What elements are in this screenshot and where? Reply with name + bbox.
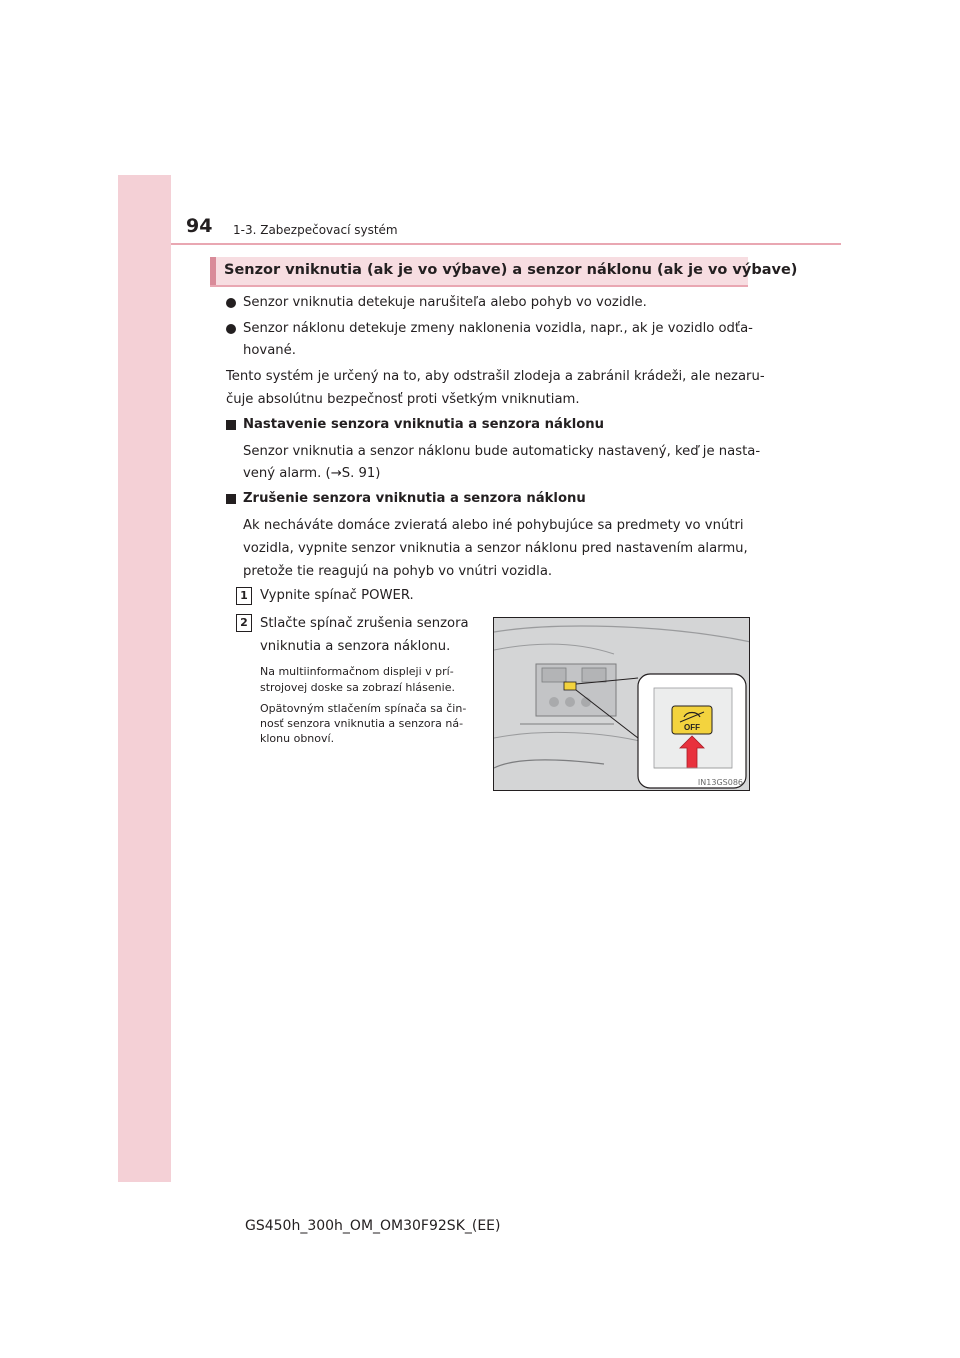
bullet-text-2-cont: hované. (243, 343, 296, 358)
section-title: Senzor vniknutia (ak je vo výbave) a senzor náklonu (ak je vo výbave) (224, 262, 798, 278)
note-line: nosť senzora vniknutia a senzora ná- (260, 717, 464, 730)
setting-line-1: Senzor vniknutia a senzor náklonu bude automaticky nastavený, keď je nasta- (243, 444, 761, 459)
note-line: klonu obnoví. (260, 732, 335, 745)
section-title-accent (210, 257, 216, 285)
page-number: 94 (186, 215, 213, 237)
cancel-line-2: vozidla, vypnite senzor vniknutia a senzor náklonu pred nastavením alarmu, (243, 541, 748, 556)
image-code: IN13GS086 (697, 778, 743, 787)
off-button-label: OFF (684, 723, 700, 732)
overhead-console-drawing (494, 618, 750, 791)
step-number-badge: 1 (236, 587, 252, 605)
subheading-cancel: Zrušenie senzora vniknutia a senzora náklonu (243, 491, 586, 506)
step-1-text: Vypnite spínač POWER. (260, 588, 414, 603)
subheading-setting: Nastavenie senzora vniknutia a senzora náklonu (243, 417, 605, 432)
side-color-band (118, 175, 171, 1182)
bullet-icon (226, 298, 236, 308)
setting-line-2: vený alarm. (→S. 91) (243, 466, 381, 481)
note-line: Na multiinformačnom displeji v prí- (260, 665, 454, 678)
note-line: Opätovným stlačením spínača sa čin- (260, 702, 467, 715)
bullet-icon (226, 324, 236, 334)
square-bullet-icon (226, 420, 236, 430)
step-2-text-1: Stlačte spínač zrušenia senzora (260, 616, 469, 631)
chapter-title: 1-3. Zabezpečovací systém (233, 223, 398, 237)
step-2-text-2: vniknutia a senzora náklonu. (260, 639, 451, 654)
note-line: strojovej doske sa zobrazí hlásenie. (260, 681, 455, 694)
sensor-switch-illustration (493, 617, 750, 791)
header-divider (171, 243, 841, 245)
sensor-switch-marker (564, 682, 576, 690)
intro-line-2: čuje absolútnu bezpečnosť proti všetkým vniknutiam. (226, 392, 580, 407)
cancel-line-3: pretože tie reagujú na pohyb vo vnútri vozidla. (243, 564, 553, 579)
section-title-box (210, 257, 798, 287)
document-code: GS450h_300h_OM_OM30F92SK_(EE) (245, 1218, 501, 1234)
step-number-badge: 2 (236, 614, 252, 632)
square-bullet-icon (226, 494, 236, 504)
bullet-text-2: Senzor náklonu detekuje zmeny naklonenia vozidla, napr., ak je vozidlo odťa- (243, 321, 753, 336)
bullet-text-1: Senzor vniknutia detekuje narušiteľa alebo pohyb vo vozidle. (243, 295, 647, 310)
intro-line-1: Tento systém je určený na to, aby odstrašil zlodeja a zabránil krádeži, ale nezaru- (226, 369, 765, 384)
cancel-line-1: Ak necháváte domáce zvieratá alebo iné pohybujúce sa predmety vo vnútri (243, 518, 744, 533)
